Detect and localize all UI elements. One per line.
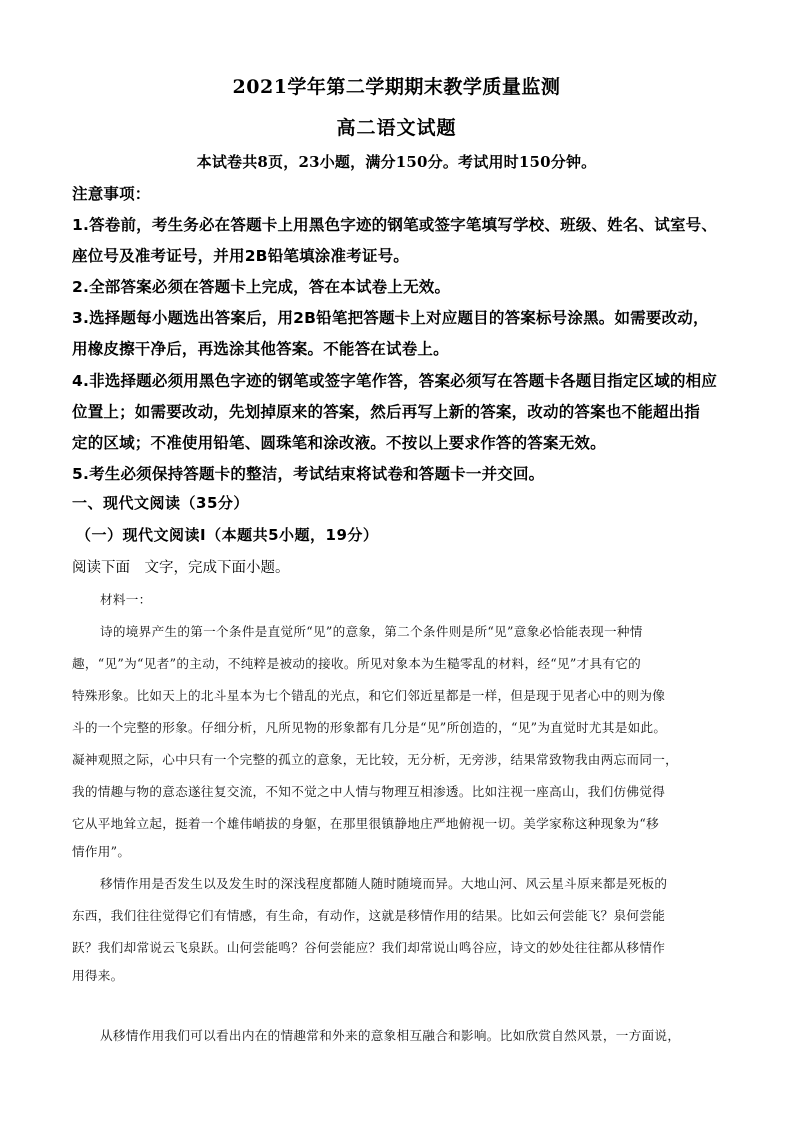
part-title: 一、现代文阅读（35分）: [72, 494, 249, 512]
passage-line: 情作用”。: [72, 844, 131, 859]
passage-line: 东西，我们往往觉得它们有情感，有生命，有动作，这就是移情作用的结果。比如云何尝能飞？泉何尝能: [72, 908, 666, 923]
passage-line: 用得来。: [72, 968, 124, 983]
notice-line: 5.考生必须保持答题卡的整洁，考试结束将试卷和答题卡一并交回。: [72, 465, 545, 483]
notice-line: 定的区域；不准使用铅笔、圆珠笔和涂改液。不按以上要求作答的答案无效。: [72, 434, 606, 452]
notice-heading: 注意事项：: [72, 185, 151, 203]
passage-line: 跃？我们却常说云飞泉跃。山何尝能鸣？谷何尝能应？我们却常说山鸣谷应，诗文的妙处往往都从移情作: [72, 940, 666, 955]
exam-info: 本试卷共8页，23小题，满分150分。考试用时150分钟。: [196, 153, 597, 171]
passage-line: 斗的一个完整的形象。仔细分析，凡所见物的形象都有几分是“见”所创造的，“见”为直觉时尤其是如此。: [72, 720, 667, 735]
exam-title: 2021学年第二学期期末教学质量监测: [232, 76, 561, 98]
passage-line: 它从平地耸立起，挺着一个雄伟峭拔的身躯，在那里很镇静地庄严地俯视一切。美学家称这种现象为“移: [72, 816, 659, 831]
notice-line: 位置上；如需要改动，先划掉原来的答案，然后再写上新的答案，改动的答案也不能超出指: [72, 403, 701, 421]
passage-line: 诗的境界产生的第一个条件是直觉所“见”的意象，第二个条件则是所“见”意象必恰能表现一种情: [100, 624, 643, 639]
notice-line: 3.选择题每小题选出答案后，用2B铅笔把答题卡上对应题目的答案标号涂黑。如需要改动，: [72, 309, 709, 327]
sub-section-title: （一）现代文阅读Ⅰ（本题共5小题，19分）: [76, 526, 379, 544]
reading-instruction: 阅读下面 文字，完成下面小题。: [72, 560, 290, 576]
notice-line: 座位号及准考证号，并用2B铅笔填涂准考证号。: [72, 247, 410, 265]
notice-line: 2.全部答案必须在答题卡上完成，答在本试卷上无效。: [72, 278, 451, 296]
passage-line: 从移情作用我们可以看出内在的情趣常和外来的意象相互融合和影响。比如欣赏自然风景，一方面说，: [100, 1028, 681, 1043]
passage-line: 特殊形象。比如天上的北斗星本为七个错乱的光点，和它们邻近星都是一样，但是现于见者心中的则为像: [72, 688, 666, 703]
notice-line: 4.非选择题必须用黑色字迹的钢笔或签字笔作答，答案必须写在答题卡各题目指定区域的相应: [72, 372, 718, 390]
passage-line: 趣，“见”为“见者”的主动，不纯粹是被动的接收。所见对象本为生糙零乱的材料，经“见”才具有它的: [72, 656, 642, 671]
passage-line: 凝神观照之际，心中只有一个完整的孤立的意象，无比较，无分析，无旁涉，结果常致物我由两忘而同一，: [72, 752, 679, 767]
subject-title: 高二语文试题: [336, 117, 457, 139]
notice-line: 1.答卷前，考生务必在答题卡上用黑色字迹的钢笔或签字笔填写学校、班级、姓名、试室号、: [72, 216, 718, 234]
passage-line: 移情作用是否发生以及发生时的深浅程度都随人随时随境而异。大地山河、风云星斗原来都是死板的: [100, 876, 668, 891]
notice-line: 用橡皮擦干净后，再选涂其他答案。不能答在试卷上。: [72, 340, 449, 358]
material-label: 材料一：: [100, 592, 152, 607]
passage-line: 我的情趣与物的意态遂往复交流，不知不觉之中人情与物理互相渗透。比如注视一座高山，我们仿佛觉得: [72, 784, 666, 799]
